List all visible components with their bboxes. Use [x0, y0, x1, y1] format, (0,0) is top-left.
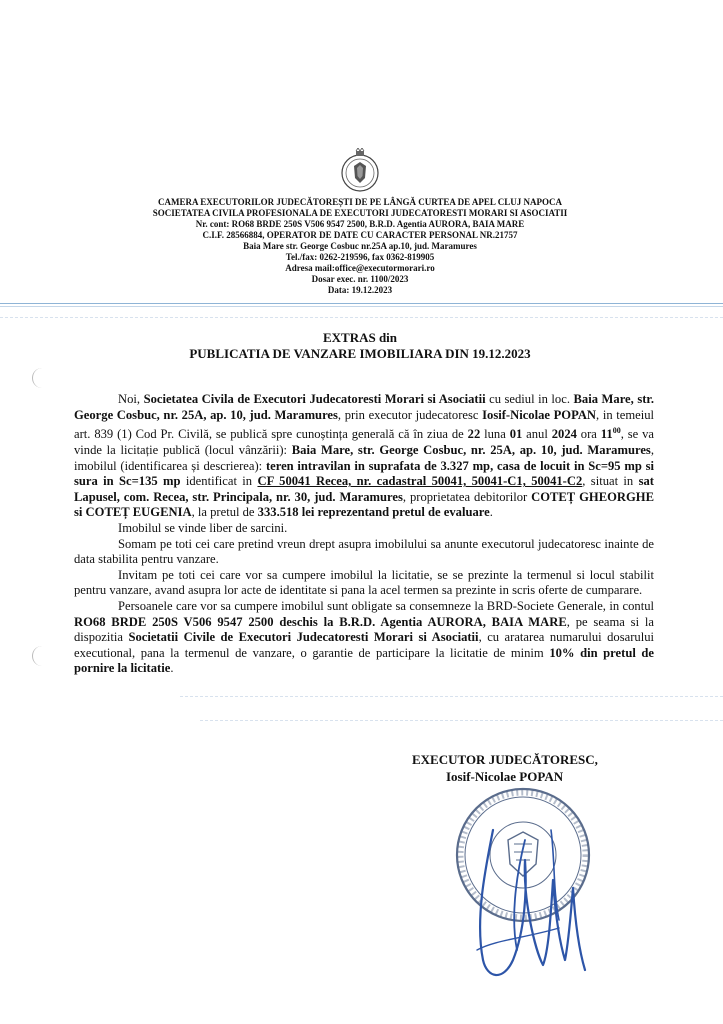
- header-phone: Tel./fax: 0262-219596, fax 0362-819905: [285, 252, 435, 262]
- paragraph-guarantee: Persoanele care vor sa cumpere imobilul sunt obligate sa consemneze la BRD-Societe Generale, in contul RO68 BRDE 250S V506 9547 2500 deschis la B.R.D. Agentia AURORA, BAIA MARE, pe seama si la dispozitia Societatii Civile de Executori Judecatoresti Morari si Asociatii, cu aratarea numarului dosarului executional, pana la termenul de vanzare, o garantie de participare la licitatie de minim 10% din pretul de pornire la licitatie.: [74, 598, 654, 676]
- paragraph-invitation: Invitam pe toti cei care vor sa cumpere imobilul la licitatie, se se prezinte la termenul si locul stabilit pentru vanzare, avand asupra lor acte de identitate si pana la acel termen sa prezinte in scris oferte de cumparare.: [74, 567, 654, 598]
- header-company-name: SOCIETATEA CIVILA PROFESIONALA DE EXECUTORI JUDECATORESTI MORARI SI ASOCIATII: [152, 208, 568, 218]
- coat-of-arms-icon: [339, 148, 381, 194]
- header-divider: [0, 306, 723, 307]
- header-chamber-name: CAMERA EXECUTORILOR JUDECĂTOREȘTI DE PE LÂNGĂ CURTEA DE APEL CLUJ NAPOCA: [158, 197, 562, 207]
- scan-mark: [32, 368, 43, 388]
- document-title: EXTRAS din: [322, 330, 398, 345]
- header-cif: C.I.F. 28566884, OPERATOR DE DATE CU CARACTER PERSONAL NR.21757: [202, 230, 518, 240]
- paragraph-announcement: Noi, Societatea Civila de Executori Judecatoresti Morari si Asociatii cu sediul in loc. Baia Mare, str. George Cosbuc, nr. 25A, ap. 10, jud. Maramures, prin executor judecatoresc Iosif-Nicolae POPAN, in temeiul art. 839 (1) Cod Pr. Civilă, se publică spre cunoștința generală că în ziua de 22 luna 01 anul 2024 ora $11^{00}$, se va vinde la licitație publică (locul vânzării): Baia Mare, str. George Cosbuc, nr. 25A, ap. 10, jud. Maramures, imobilul (identificarea și descrierea): teren intravilan in suprafata de 3.327 mp, casa de locuit in Sc=95 mp si sura in Sc=135 mp identificat in CF 50041 Recea, nr. cadastral 50041, 50041-C1, 50041-C2, situat in sat Lapusel, com. Recea, str. Principala, nr. 30, jud. Maramures, proprietatea debitorilor COTEȚ GHEORGHE si COTEȚ EUGENIA, la pretul de 333.518 lei reprezentand pretul de evaluare.: [74, 392, 654, 520]
- scan-mark: [32, 646, 43, 666]
- header-bank-account: Nr. cont: RO68 BRDE 250S V506 9547 2500, B.R.D. Agentia AURORA, BAIA MARE: [195, 219, 525, 229]
- document-body: [74, 392, 654, 677]
- handwritten-signature-icon: [455, 800, 595, 990]
- document-subtitle: PUBLICATIA DE VANZARE IMOBILIARA DIN 19.12.2023: [189, 346, 531, 361]
- paragraph-no-encumbrances: Imobilul se vinde liber de sarcini.: [118, 520, 288, 535]
- header-file-number: Dosar exec. nr. 1100/2023: [311, 274, 409, 284]
- signature-name: Iosif-Nicolae POPAN: [446, 769, 564, 784]
- signature-title: EXECUTOR JUDECĂTORESC,: [412, 752, 598, 767]
- header-date: Data: 19.12.2023: [327, 285, 393, 295]
- header-email: Adresa mail:office@executormorari.ro: [285, 263, 435, 273]
- scan-line: [180, 696, 723, 697]
- header-divider: [0, 303, 723, 304]
- scan-line: [200, 720, 723, 721]
- scan-line: [0, 317, 723, 318]
- header-address: Baia Mare str. George Cosbuc nr.25A ap.10, jud. Maramures: [243, 241, 477, 251]
- paragraph-summons: Somam pe toti cei care pretind vreun drept asupra imobilului sa anunte executorul judecatoresc inainte de data stabilita pentru vanzare.: [74, 536, 654, 567]
